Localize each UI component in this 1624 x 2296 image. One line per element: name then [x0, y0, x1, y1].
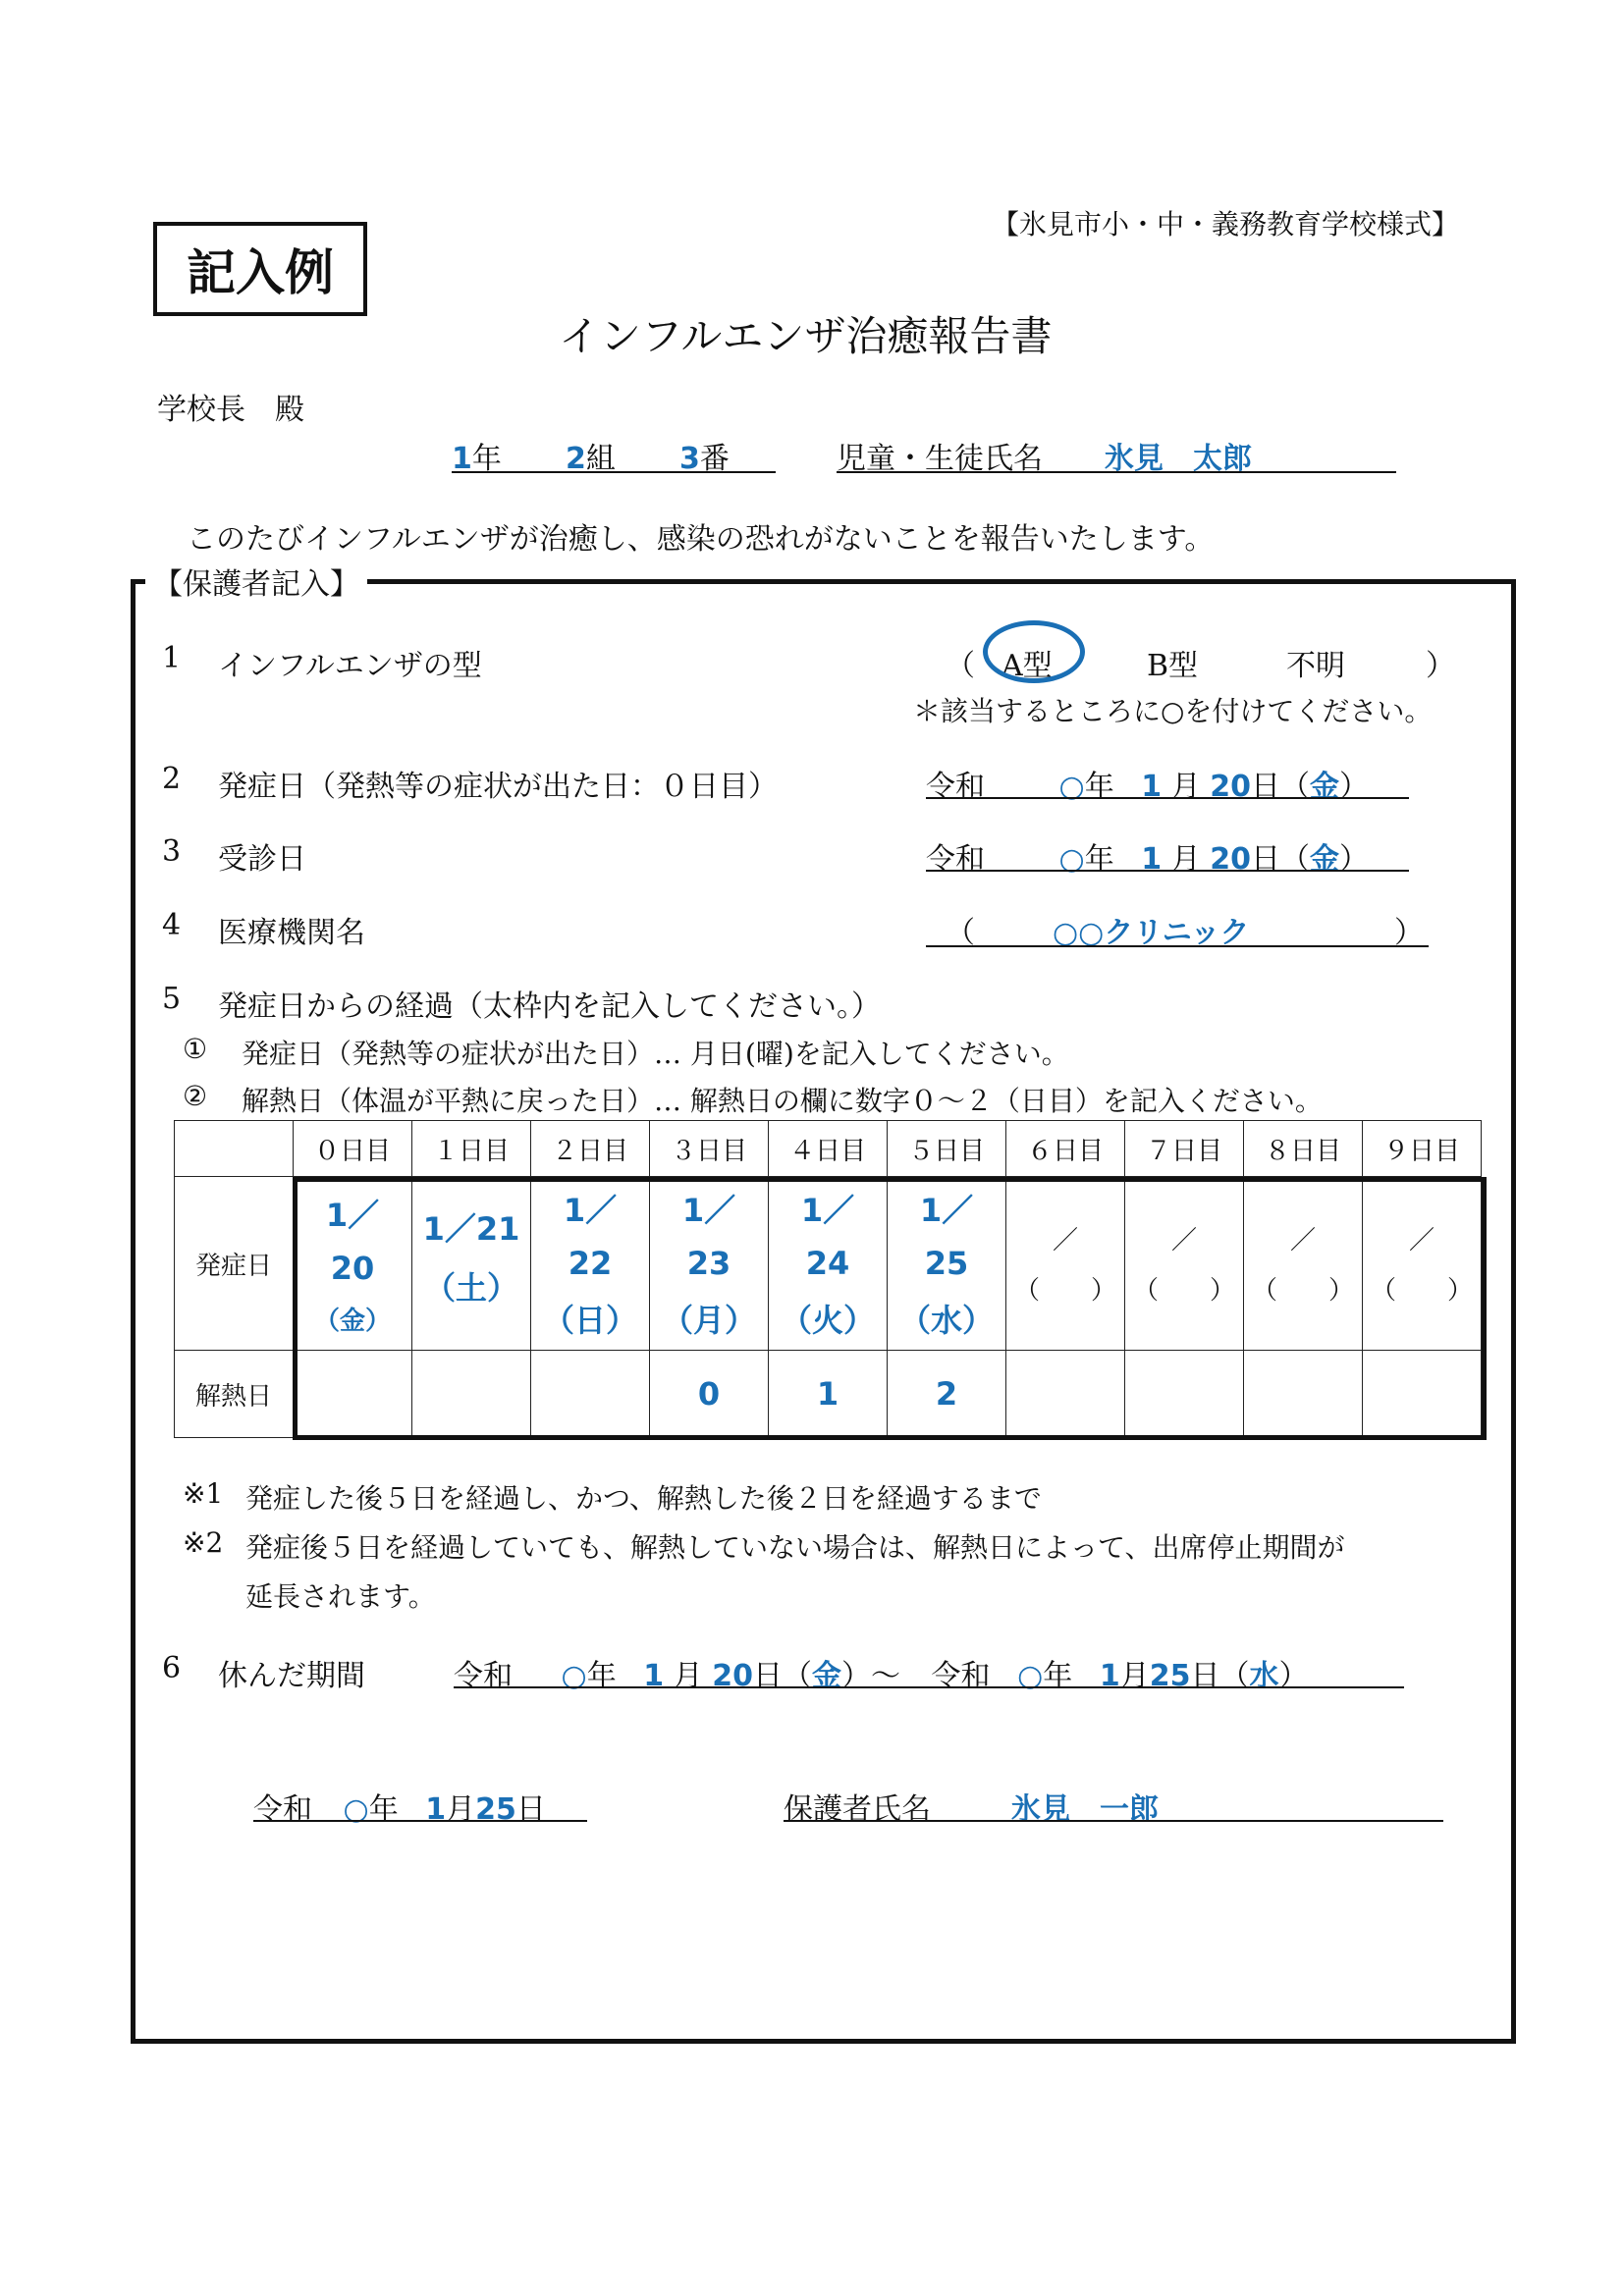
onset-row-label: 発症日	[175, 1177, 294, 1351]
day-unit: 日（	[1251, 770, 1310, 804]
q5-number: 5	[162, 982, 182, 1016]
from-month-unit: 月	[673, 1659, 703, 1693]
q5-inst1: 発症日（発熱等の症状が出た日）… 月日(曜)を記入してください。	[242, 1038, 1069, 1070]
onset-cell[interactable]	[294, 1177, 412, 1351]
onset-md: 1／	[325, 1196, 380, 1234]
day-header: １日目	[412, 1121, 531, 1177]
day-unit: 日（	[1251, 842, 1310, 877]
year-unit: 年	[1084, 770, 1114, 804]
to-close: ）	[1278, 1659, 1309, 1693]
sig-era: 令和	[253, 1792, 312, 1827]
from-close: ）～	[841, 1659, 900, 1693]
q5-label: 発症日からの経過（太枠内を記入してください。）	[218, 989, 881, 1024]
q5-inst2-mark: ②	[183, 1080, 208, 1112]
sig-month: 1	[425, 1792, 447, 1827]
onset-cell[interactable]	[1244, 1177, 1363, 1351]
q1-label: インフルエンザの型	[218, 649, 482, 683]
fever-cell[interactable]	[412, 1351, 531, 1438]
from-day: 20	[712, 1659, 753, 1693]
q1-open-paren: （	[946, 649, 975, 683]
onset-md: 1／	[563, 1192, 618, 1229]
to-weekday: 水	[1249, 1659, 1279, 1693]
year-value: ○	[1058, 770, 1085, 804]
number-unit: 番	[699, 442, 730, 476]
fever-cell[interactable]	[1363, 1351, 1482, 1438]
month-unit: 月	[1170, 770, 1201, 804]
onset-d: 24	[805, 1245, 850, 1282]
day-header: ６日目	[1006, 1121, 1125, 1177]
to-year: ○	[1017, 1659, 1044, 1693]
guardian-section-label: 【保護者記入】	[145, 560, 367, 603]
q4-label: 医療機関名	[218, 916, 365, 950]
q1-number: 1	[162, 641, 182, 675]
q3-number: 3	[162, 834, 182, 869]
weekday-value: 金	[1310, 770, 1339, 804]
to-month: 1	[1099, 1659, 1120, 1693]
onset-md: 1／21	[422, 1210, 520, 1248]
fever-cell[interactable]	[1244, 1351, 1363, 1438]
onset-md: ／	[1289, 1226, 1316, 1255]
day-header: ３日目	[650, 1121, 769, 1177]
onset-cell[interactable]	[650, 1177, 769, 1351]
class-value: 2	[565, 442, 586, 476]
grade-unit: 年	[471, 442, 502, 476]
month-value: 1	[1141, 842, 1163, 877]
close-paren: ）	[1339, 770, 1369, 804]
fever-cell[interactable]	[1006, 1351, 1125, 1438]
to-year-unit: 年	[1043, 1659, 1073, 1693]
onset-d: （土）	[423, 1269, 518, 1307]
day-header: ８日目	[1244, 1121, 1363, 1177]
q1-option-b[interactable]: B型	[1147, 649, 1199, 683]
fever-row-label: 解熱日	[175, 1351, 294, 1438]
sig-day: 25	[475, 1792, 516, 1827]
addressee: 学校長 殿	[157, 393, 304, 427]
from-year-unit: 年	[586, 1659, 617, 1693]
example-label: 記入例	[153, 222, 367, 316]
from-day-unit: 日（	[753, 1659, 812, 1693]
q5-inst2: 解熱日（体温が平熱に戻った日）… 解熱日の欄に数字０～２（日目）を記入ください。	[242, 1085, 1323, 1117]
note1-text: 発症した後５日を経過し、かつ、解熱した後２日を経過するまで	[245, 1482, 1042, 1515]
onset-d: （ ）	[1013, 1276, 1116, 1306]
onset-d: （ ）	[1251, 1276, 1354, 1306]
onset-d: （ ）	[1370, 1276, 1473, 1306]
onset-cell[interactable]	[531, 1177, 650, 1351]
onset-md: 1／	[919, 1192, 974, 1229]
onset-d: 25	[924, 1245, 969, 1282]
student-name: 氷見 太郎	[1105, 442, 1252, 476]
onset-d: 23	[686, 1245, 731, 1282]
day-header: ７日目	[1125, 1121, 1244, 1177]
onset-md: 1／	[800, 1192, 855, 1229]
form-note: 【氷見市小・中・義務教育学校様式】	[992, 208, 1460, 240]
onset-cell[interactable]	[888, 1177, 1006, 1351]
q1-option-a[interactable]: A型	[1001, 649, 1053, 683]
year-value: ○	[1058, 842, 1085, 877]
month-unit: 月	[1170, 842, 1201, 877]
from-weekday: 金	[812, 1659, 841, 1693]
guardian-name-label: 保護者氏名	[784, 1792, 931, 1827]
to-day-unit: 日（	[1190, 1659, 1250, 1693]
onset-w: （水）	[898, 1302, 994, 1339]
guardian-name: 氷見 一郎	[1011, 1792, 1159, 1827]
q4-number: 4	[162, 908, 182, 942]
sig-day-unit: 日	[515, 1792, 546, 1827]
onset-w: （火）	[780, 1302, 875, 1339]
q4-open-paren: （	[946, 916, 975, 950]
q2-number: 2	[162, 762, 182, 796]
day-value: 20	[1210, 770, 1251, 804]
selection-circle-icon	[983, 620, 1085, 683]
onset-cell[interactable]	[1006, 1177, 1125, 1351]
day-header: ２日目	[531, 1121, 650, 1177]
sig-month-unit: 月	[446, 1792, 476, 1827]
progress-table	[174, 1120, 1482, 1438]
q2-label: 発症日（発熱等の症状が出た日：０日目）	[218, 770, 778, 804]
close-paren: ）	[1339, 842, 1369, 877]
q1-option-unknown[interactable]: 不明	[1286, 649, 1345, 683]
day-header: ５日目	[888, 1121, 1006, 1177]
fever-cell[interactable]	[294, 1351, 412, 1438]
note1-mark: ※1	[183, 1477, 224, 1510]
onset-cell[interactable]	[1125, 1177, 1244, 1351]
to-month-unit: 月	[1119, 1659, 1150, 1693]
era: 令和	[926, 842, 985, 877]
q1-close-paren: ）	[1426, 649, 1455, 683]
fever-cell[interactable]	[1125, 1351, 1244, 1438]
grade-value: 1	[452, 442, 472, 476]
onset-w: （月）	[661, 1302, 756, 1339]
day-header: ０日目	[294, 1121, 412, 1177]
note2-text: 発症後５日を経過していても、解熱していない場合は、解熱日によって、出席停止期間が	[245, 1531, 1345, 1564]
note2-text-cont: 延長されます。	[245, 1580, 436, 1613]
to-era: 令和	[931, 1659, 991, 1693]
day-header: ９日目	[1363, 1121, 1482, 1177]
era: 令和	[926, 770, 985, 804]
day-value: 20	[1210, 842, 1251, 877]
clinic-name: ○○クリニック	[1053, 916, 1250, 950]
q6-number: 6	[162, 1651, 182, 1685]
from-era: 令和	[454, 1659, 513, 1693]
onset-md: ／	[1052, 1226, 1078, 1255]
fever-cell[interactable]: 1	[769, 1351, 888, 1438]
q1-note: ＊該当するところに○を付けてください。	[913, 695, 1433, 727]
q5-inst1-mark: ①	[183, 1033, 208, 1065]
onset-cell[interactable]	[769, 1177, 888, 1351]
intro-text: このたびインフルエンザが治癒し、感染の恐れがないことを報告いたします。	[187, 522, 1215, 557]
to-day: 25	[1149, 1659, 1191, 1693]
onset-md: ／	[1170, 1226, 1197, 1255]
number-value: 3	[678, 442, 700, 476]
class-unit: 組	[585, 442, 616, 476]
onset-cell[interactable]	[1363, 1177, 1482, 1351]
day-header: ４日目	[769, 1121, 888, 1177]
onset-md: ／	[1408, 1226, 1435, 1255]
onset-md: 1／	[681, 1192, 736, 1229]
year-unit: 年	[1084, 842, 1114, 877]
page-title: インフルエンザ治癒報告書	[559, 312, 1053, 360]
onset-d: （ ）	[1132, 1276, 1235, 1306]
student-name-label: 児童・生徒氏名	[837, 442, 1043, 476]
onset-d: 20	[330, 1249, 375, 1287]
note2-mark: ※2	[183, 1526, 224, 1559]
q3-label: 受診日	[218, 842, 306, 877]
onset-w: （金）	[313, 1306, 391, 1336]
from-year: ○	[561, 1659, 587, 1693]
fever-cell[interactable]	[531, 1351, 650, 1438]
onset-d: 22	[568, 1245, 613, 1282]
weekday-value: 金	[1310, 842, 1339, 877]
fever-cell[interactable]: 0	[650, 1351, 769, 1438]
sig-year-unit: 年	[368, 1792, 399, 1827]
from-month: 1	[643, 1659, 665, 1693]
q4-close-paren: ）	[1394, 916, 1424, 950]
sig-year: ○	[343, 1792, 369, 1827]
onset-w: （日）	[542, 1302, 637, 1339]
fever-cell[interactable]: 2	[888, 1351, 1006, 1438]
month-value: 1	[1141, 770, 1163, 804]
q6-label: 休んだ期間	[218, 1659, 365, 1693]
onset-cell[interactable]	[412, 1177, 531, 1351]
